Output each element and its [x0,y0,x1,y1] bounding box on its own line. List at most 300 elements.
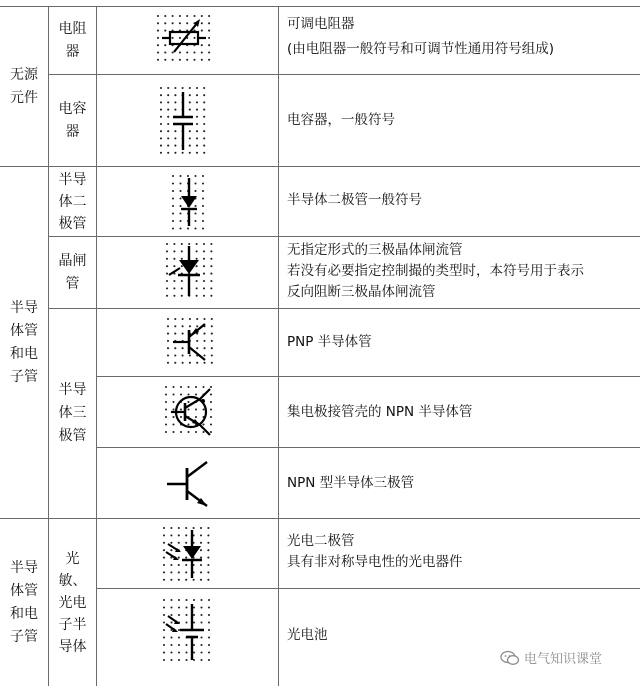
grid-dot [163,651,165,653]
subgroup-resistor [49,7,96,74]
grid-dot [193,37,195,39]
grid-dot [174,318,176,320]
grid-dot [185,579,187,581]
grid-dot [187,175,189,177]
row-desc [287,402,472,423]
grid-dot [208,629,210,631]
grid-dot [170,644,172,646]
rule-row6 [96,447,640,448]
grid-dot [172,22,174,24]
grid-dot [170,621,172,623]
grid-dot [208,51,210,53]
grid-dot [185,527,187,529]
grid-dot [210,295,212,297]
grid-dot [172,227,174,229]
grid-dot [208,22,210,24]
grid-dot [180,386,182,388]
grid-dot [187,401,189,403]
grid-dot [157,30,159,32]
grid-dot [196,116,198,118]
grid-dot [210,408,212,410]
grid-dot [200,659,202,661]
grid-dot [202,205,204,207]
grid-dot [200,534,202,536]
watermark [500,648,602,667]
grid-dot [174,152,176,154]
subgroup-thyristor [49,237,96,308]
grid-dot [193,651,195,653]
grid-dot [189,325,191,327]
grid-dot [193,51,195,53]
grid-dot [180,416,182,418]
row-desc [287,190,422,211]
grid-dot [210,416,212,418]
grid-dot [194,227,196,229]
grid-dot [195,431,197,433]
grid-dot [160,152,162,154]
grid-dot [172,386,174,388]
photocell-icon [160,596,216,668]
grid-dot [186,15,188,17]
grid-dot [164,15,166,17]
grid-dot [170,527,172,529]
grid-dot [166,243,168,245]
grid-dot [174,333,176,335]
grid-dot [185,614,187,616]
grid-dot [185,659,187,661]
grid-dot [174,101,176,103]
grid-dot [203,109,205,111]
grid-dot [179,205,181,207]
grid-dot [193,621,195,623]
grid-dot [196,287,198,289]
grid-dot [207,534,209,536]
grid-dot [174,325,176,327]
grid-dot [178,527,180,529]
grid-dot [160,116,162,118]
grid-dot [196,145,198,147]
grid-dot [193,599,195,601]
grid-dot [196,258,198,260]
grid-dot [182,318,184,320]
grid-dot [157,37,159,39]
grid-dot [180,393,182,395]
grid-dot [167,362,169,364]
grid-dot [200,651,202,653]
grid-dot [182,325,184,327]
grid-dot [211,347,213,349]
grid-dot [203,130,205,132]
desc-line: 电容器，一般符号 [287,112,395,128]
grid-dot [201,51,203,53]
grid-dot [170,579,172,581]
grid-dot [186,51,188,53]
grid-dot [203,318,205,320]
grid-dot [179,227,181,229]
grid-dot [172,197,174,199]
desc-line: 光电二极管 [287,533,355,549]
grid-dot [203,273,205,275]
grid-dot [172,401,174,403]
rule-row8 [96,588,640,589]
grid-dot [211,318,213,320]
grid-dot [211,354,213,356]
grid-dot [195,416,197,418]
grid-dot [160,94,162,96]
grid-dot [201,59,203,61]
grid-dot [185,606,187,608]
grid-dot [193,659,195,661]
grid-dot [189,94,191,96]
grid-dot [189,101,191,103]
grid-dot [203,333,205,335]
grid-dot [189,362,191,364]
grid-dot [167,145,169,147]
grid-dot [202,212,204,214]
grid-dot [189,152,191,154]
row-desc [287,625,328,646]
grid-dot [182,347,184,349]
grid-dot [163,534,165,536]
grid-dot [167,340,169,342]
grid-dot [170,534,172,536]
grid-dot [210,287,212,289]
grid-dot [172,220,174,222]
group-label: 无源元件 [10,66,38,106]
grid-dot [160,145,162,147]
grid-dot [203,354,205,356]
grid-dot [172,431,174,433]
grid-dot [187,227,189,229]
grid-dot [203,287,205,289]
subgroup-label: 光敏、光电子半导体 [58,550,87,655]
grid-dot [203,295,205,297]
grid-dot [173,265,175,267]
grid-dot [163,549,165,551]
grid-dot [185,651,187,653]
grid-dot [178,636,180,638]
grid-dot [187,386,189,388]
grid-dot [187,431,189,433]
row-desc [287,14,554,60]
grid-dot [201,15,203,17]
grid-dot [164,44,166,46]
grid-dot [174,145,176,147]
grid-dot [157,59,159,61]
subgroup-label: 半导体三极管 [58,382,87,444]
grid-dot [208,636,210,638]
grid-dot [173,295,175,297]
grid-dot [160,130,162,132]
grid-dot [165,386,167,388]
grid-dot [194,182,196,184]
grid-dot [165,393,167,395]
grid-dot [207,571,209,573]
grid-dot [196,250,198,252]
grid-dot [182,333,184,335]
grid-dot [182,152,184,154]
grid-dot [178,564,180,566]
subgroup-transistor [49,309,96,518]
grid-dot [210,243,212,245]
grid-dot [196,265,198,267]
grid-dot [181,295,183,297]
grid-dot [200,564,202,566]
group-label: 半导体管和电子管 [10,299,38,385]
grid-dot [195,386,197,388]
grid-dot [210,280,212,282]
grid-dot [186,59,188,61]
grid-dot [210,386,212,388]
rule-col3 [278,6,279,686]
grid-dot [165,431,167,433]
grid-dot [166,258,168,260]
wechat-icon [500,650,520,666]
subgroup-photo [49,519,96,686]
rule-row3 [48,236,640,237]
grid-dot [193,527,195,529]
grid-dot [172,393,174,395]
grid-dot [163,659,165,661]
grid-dot [200,571,202,573]
grid-dot [165,408,167,410]
grid-dot [189,145,191,147]
grid-dot [200,542,202,544]
grid-dot [167,152,169,154]
grid-dot [167,333,169,335]
grid-dot [189,137,191,139]
grid-dot [166,280,168,282]
grid-dot [172,51,174,53]
grid-dot [178,659,180,661]
grid-dot [196,87,198,89]
grid-dot [181,287,183,289]
grid-dot [208,37,210,39]
grid-dot [167,101,169,103]
grid-dot [185,557,187,559]
grid-dot [178,542,180,544]
grid-dot [172,190,174,192]
grid-dot [196,362,198,364]
grid-dot [211,325,213,327]
grid-dot [188,243,190,245]
grid-dot [182,87,184,89]
grid-dot [174,362,176,364]
grid-dot [172,205,174,207]
grid-dot [172,37,174,39]
group-semiconductor [0,167,48,518]
grid-dot [200,606,202,608]
photodiode-icon [160,524,218,584]
grid-dot [208,651,210,653]
grid-dot [170,614,172,616]
grid-dot [203,123,205,125]
grid-dot [157,15,159,17]
grid-dot [200,621,202,623]
diode-icon [170,172,210,232]
grid-dot [178,599,180,601]
row-desc [287,531,463,573]
grid-dot [167,116,169,118]
grid-dot [179,220,181,222]
grid-dot [202,182,204,184]
grid-dot [163,542,165,544]
grid-dot [196,94,198,96]
grid-dot [178,629,180,631]
grid-dot [173,258,175,260]
grid-dot [178,644,180,646]
grid-dot [201,30,203,32]
grid-dot [210,401,212,403]
grid-dot [172,212,174,214]
grid-dot [207,564,209,566]
grid-dot [200,599,202,601]
grid-dot [157,22,159,24]
grid-dot [207,549,209,551]
grid-dot [203,340,205,342]
desc-line: 反向阻断三极晶体闸流管 [287,284,436,300]
grid-dot [179,190,181,192]
grid-dot [196,295,198,297]
grid-dot [170,549,172,551]
grid-dot [207,557,209,559]
grid-dot [200,636,202,638]
grid-dot [196,123,198,125]
grid-dot [170,571,172,573]
grid-dot [160,123,162,125]
grid-dot [160,109,162,111]
grid-dot [193,644,195,646]
grid-dot [160,101,162,103]
grid-dot [170,564,172,566]
grid-dot [178,614,180,616]
grid-dot [180,408,182,410]
grid-dot [202,423,204,425]
grid-dot [182,354,184,356]
grid-dot [200,527,202,529]
grid-dot [181,258,183,260]
grid-dot [203,265,205,267]
grid-dot [208,44,210,46]
grid-dot [172,182,174,184]
grid-dot [170,651,172,653]
grid-dot [182,362,184,364]
grid-dot [196,130,198,132]
grid-dot [208,606,210,608]
grid-dot [178,606,180,608]
grid-dot [172,408,174,410]
grid-dot [181,250,183,252]
desc-line: 可调电阻器 [287,16,355,32]
grid-dot [157,51,159,53]
grid-dot [163,621,165,623]
grid-dot [167,130,169,132]
grid-dot [187,408,189,410]
grid-dot [203,243,205,245]
npn-transistor-case-icon [163,384,219,440]
grid-dot [194,205,196,207]
grid-dot [174,347,176,349]
grid-dot [174,354,176,356]
grid-dot [167,94,169,96]
grid-dot [189,130,191,132]
grid-dot [167,347,169,349]
subgroup-diode [49,167,96,236]
grid-dot [202,220,204,222]
subgroup-label: 电阻器 [58,20,87,60]
grid-dot [179,15,181,17]
grid-dot [174,94,176,96]
grid-dot [203,87,205,89]
grid-dot [185,644,187,646]
grid-dot [178,534,180,536]
grid-dot [187,393,189,395]
grid-dot [200,644,202,646]
grid-dot [172,175,174,177]
grid-dot [181,243,183,245]
grid-dot [210,258,212,260]
grid-dot [163,606,165,608]
grid-dot [174,109,176,111]
grid-dot [166,265,168,267]
desc-line: PNP 半导体管 [287,334,372,350]
grid-dot [203,258,205,260]
grid-dot [179,175,181,177]
group-label: 半导体管和电子管 [10,559,38,645]
grid-dot [203,101,205,103]
capacitor-icon [156,84,214,158]
grid-dot [193,15,195,17]
desc-line: 无指定形式的三极晶体闸流管 [287,242,463,258]
grid-dot [166,295,168,297]
grid-dot [208,59,210,61]
grid-dot [180,431,182,433]
grid-dot [172,15,174,17]
desc-line: 光电池 [287,627,328,643]
grid-dot [179,37,181,39]
grid-dot [170,606,172,608]
grid-dot [193,579,195,581]
grid-dot [172,59,174,61]
grid-dot [178,579,180,581]
grid-dot [179,51,181,53]
desc-line: 集电极接管壳的 NPN 半导体管 [287,404,473,420]
grid-dot [185,542,187,544]
grid-dot [210,273,212,275]
grid-dot [172,416,174,418]
desc-line: (由电阻器一般符号和可调节性通用符号组成) [287,41,555,57]
rule-row1 [48,74,640,75]
grid-dot [170,599,172,601]
grid-dot [163,599,165,601]
grid-dot [179,59,181,61]
grid-dot [203,250,205,252]
grid-dot [163,636,165,638]
grid-dot [167,318,169,320]
grid-dot [210,250,212,252]
grid-dot [179,197,181,199]
grid-dot [160,137,162,139]
grid-dot [202,190,204,192]
group-semiconductor-photo [0,519,48,686]
grid-dot [202,175,204,177]
grid-dot [203,280,205,282]
grid-dot [167,137,169,139]
grid-dot [208,621,210,623]
grid-dot [174,87,176,89]
desc-line: 具有非对称导电性的光电器件 [287,554,463,570]
grid-dot [166,273,168,275]
